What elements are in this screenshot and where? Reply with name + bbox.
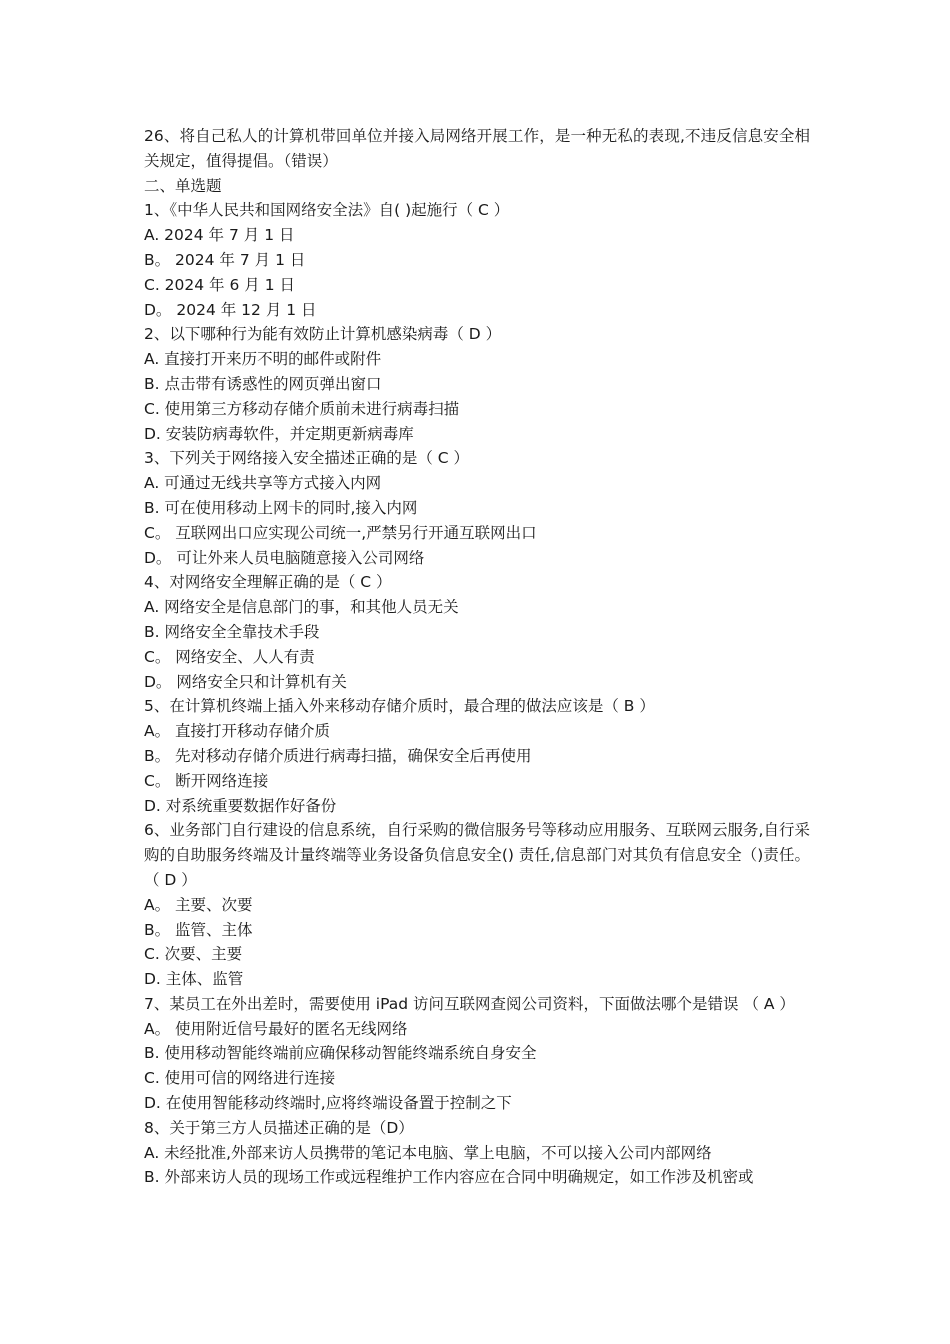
question-7-option-a: A。 使用附近信号最好的匿名无线网络	[144, 1019, 408, 1038]
question-7-option-d: D. 在使用智能移动终端时,应将终端设备置于控制之下	[144, 1094, 512, 1113]
question-7-text: 7、某员工在外出差时，需要使用 iPad 访问互联网查阅公司资料，下面做法哪个是错误 （ A ）	[144, 994, 795, 1013]
question-3-option-a: A. 可通过无线共享等方式接入内网	[144, 474, 382, 493]
question-1-option-c: C. 2024 年 6 月 1 日	[144, 275, 295, 294]
document-body	[144, 124, 810, 1190]
question-7-option-c: C. 使用可信的网络进行连接	[144, 1069, 336, 1088]
question-5-option-d: D. 对系统重要数据作好备份	[144, 796, 337, 815]
question-6-text: 6、业务部门自行建设的信息系统，自行采购的微信服务号等移动应用服务、互联网云服务,自行采购的自助服务终端及计量终端等业务设备负信息安全() 责任,信息部门对其负有信息安全（)责任。（ D ）	[144, 821, 810, 889]
question-3-option-d: D。 可让外来人员电脑随意接入公司网络	[144, 548, 425, 567]
question-4-option-d: D。 网络安全只和计算机有关	[144, 672, 347, 691]
question-6-option-a: A。 主要、次要	[144, 895, 253, 914]
question-4-option-a: A. 网络安全是信息部门的事，和其他人员无关	[144, 598, 459, 617]
question-1-option-a: A. 2024 年 7 月 1 日	[144, 226, 295, 245]
question-5-option-a: A。 直接打开移动存储介质	[144, 722, 331, 741]
question-4-text: 4、对网络安全理解正确的是（ C ）	[144, 573, 392, 592]
question-1-text: 1、《中华人民共和国网络安全法》自( )起施行（ C ）	[144, 201, 510, 220]
question-3-option-b: B. 可在使用移动上网卡的同时,接入内网	[144, 498, 418, 517]
question-2-option-c: C. 使用第三方移动存储介质前未进行病毒扫描	[144, 399, 460, 418]
question-6-option-b: B。 监管、主体	[144, 920, 253, 939]
question-5-option-c: C。 断开网络连接	[144, 771, 269, 790]
question-5-text: 5、在计算机终端上插入外来移动存储介质时，最合理的做法应该是（ B ）	[144, 697, 655, 716]
question-8-option-a: A. 未经批准,外部来访人员携带的笔记本电脑、掌上电脑，不可以接入公司内部网络	[144, 1143, 712, 1162]
question-2-option-b: B. 点击带有诱惑性的网页弹出窗口	[144, 374, 382, 393]
question-1-option-b: B。 2024 年 7 月 1 日	[144, 250, 306, 269]
question-2-option-a: A. 直接打开来历不明的邮件或附件	[144, 350, 382, 369]
question-6-option-d: D. 主体、监管	[144, 970, 244, 989]
section-heading: 二、单选题	[144, 176, 222, 195]
question-2-option-d: D. 安装防病毒软件，并定期更新病毒库	[144, 424, 414, 443]
question-8-text: 8、关于第三方人员描述正确的是（D）	[144, 1118, 414, 1137]
question-6-option-c: C. 次要、主要	[144, 945, 243, 964]
question-4-option-c: C。 网络安全、人人有责	[144, 647, 315, 666]
question-4-option-b: B. 网络安全全靠技术手段	[144, 622, 320, 641]
question-1-option-d: D。 2024 年 12 月 1 日	[144, 300, 317, 319]
question-26-text: 26、将自己私人的计算机带回单位并接入局网络开展工作，是一种无私的表现,不违反信息安全相关规定，值得提倡。（错误）	[144, 127, 810, 170]
question-7-option-b: B. 使用移动智能终端前应确保移动智能终端系统自身安全	[144, 1044, 537, 1063]
question-5-option-b: B。 先对移动存储介质进行病毒扫描，确保安全后再使用	[144, 746, 532, 765]
question-2-text: 2、以下哪种行为能有效防止计算机感染病毒（ D ）	[144, 325, 502, 344]
question-3-text: 3、下列关于网络接入安全描述正确的是（ C ）	[144, 449, 470, 468]
question-3-option-c: C。 互联网出口应实现公司统一,严禁另行开通互联网出口	[144, 523, 537, 542]
question-8-option-b: B. 外部来访人员的现场工作或远程维护工作内容应在合同中明确规定，如工作涉及机密或	[144, 1168, 754, 1187]
